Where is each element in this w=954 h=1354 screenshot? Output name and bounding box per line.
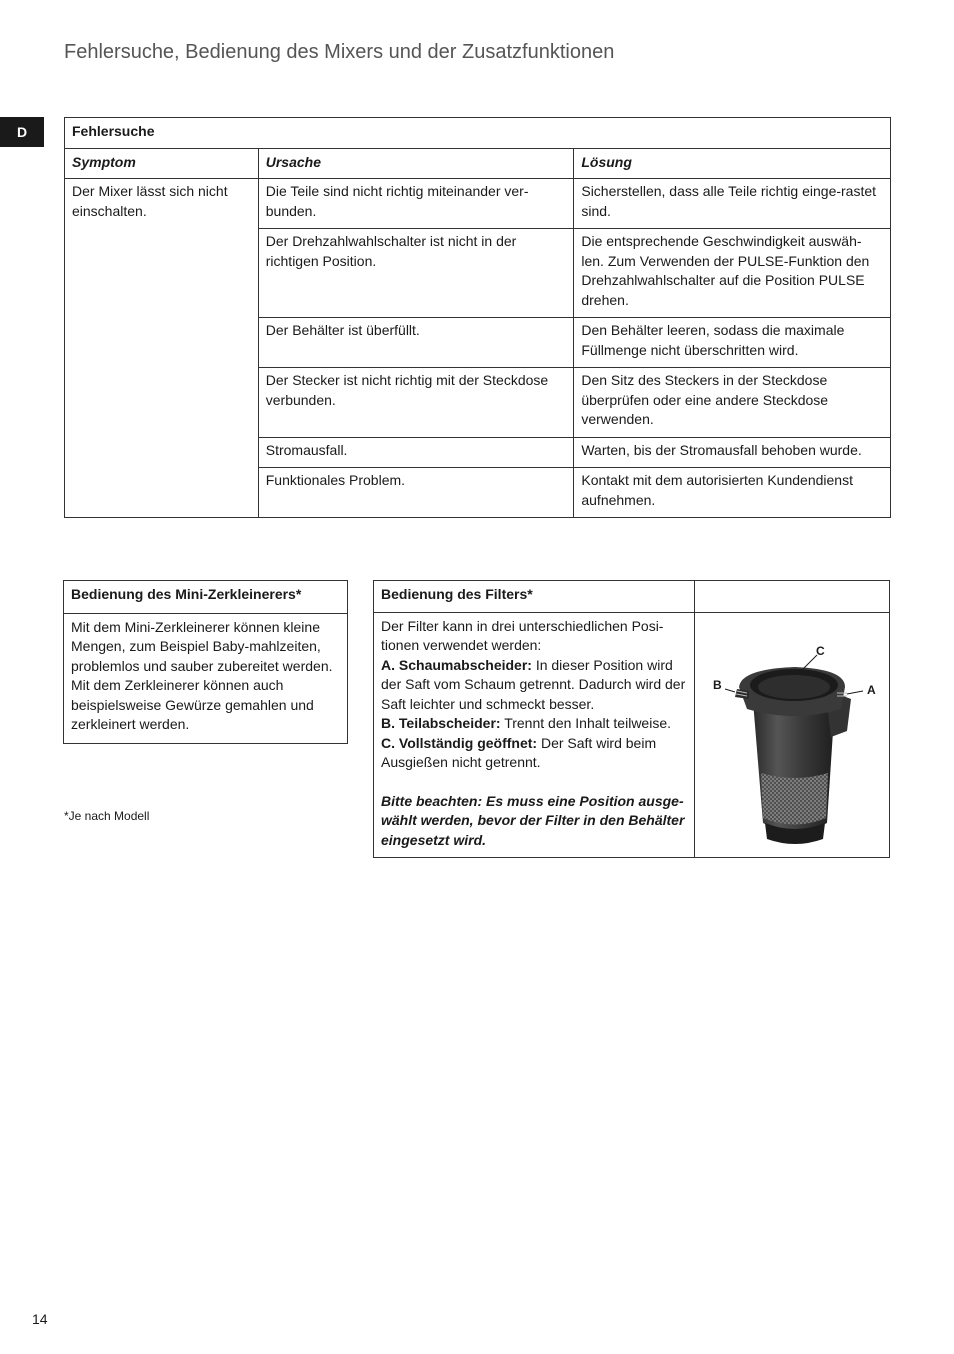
filter-note: Bitte beachten: Es muss eine Position ausge-wählt werden, bevor der Filter in den Behälter eingesetzt wird.: [381, 792, 685, 848]
filter-intro: Der Filter kann in drei unterschiedlichen Posi-tionen verwendet werden:: [381, 617, 664, 653]
solution-cell: Den Behälter leeren, sodass die maximale Füllmenge nicht überschritten wird.: [574, 318, 891, 368]
solution-cell: Warten, bis der Stromausfall behoben wurde.: [574, 437, 891, 468]
cause-cell: Der Stecker ist nicht richtig mit der Steckdose verbunden.: [258, 368, 574, 438]
label-b-leader: [725, 689, 735, 692]
filter-basket-icon: [735, 667, 851, 844]
table-row: [65, 179, 891, 229]
filter-image-cell: [695, 612, 890, 858]
troubleshooting-title: Fehlersuche: [65, 118, 891, 149]
cause-cell: Der Behälter ist überfüllt.: [258, 318, 574, 368]
column-header-solution: Lösung: [574, 148, 891, 179]
troubleshooting-table: [64, 117, 891, 518]
solution-cell: Kontakt mit dem autorisierten Kundendienst aufnehmen.: [574, 468, 891, 518]
filter-title-empty-cell: [695, 581, 890, 613]
page-title: Fehlersuche, Bedienung des Mixers und der Zusatzfunktionen: [64, 41, 615, 63]
cause-cell: Stromausfall.: [258, 437, 574, 468]
solution-cell: Die entsprechende Geschwindigkeit auswäh-len. Zum Verwenden der PULSE-Funktion den Drehzahlwahlschalter auf die Position PULSE drehen.: [574, 229, 891, 318]
filter-option-a: A. Schaumabscheider: In dieser Position wird der Saft vom Schaum getrennt. Dadurch wird der Saft leichter und schmeckt besser.: [381, 656, 686, 712]
filter-title: Bedienung des Filters*: [374, 581, 695, 613]
filter-body: [374, 612, 695, 858]
filter-option-c: C. Vollständig geöffnet: Der Saft wird beim Ausgießen nicht getrennt.: [381, 734, 657, 770]
cause-cell: Die Teile sind nicht richtig miteinander ver-bunden.: [258, 179, 574, 229]
column-header-cause: Ursache: [258, 148, 574, 179]
filter-figure: [695, 613, 888, 857]
language-tab: D: [0, 117, 44, 147]
mini-chopper-body: Mit dem Mini-Zerkleinerer können kleine Mengen, zum Beispiel Baby-mahlzeiten, problemlos und sauber zubereitet werden. Mit dem Zerkleinerer können auch beispielsweise Gewürze gemahlen und zerkleinert werden.: [64, 613, 348, 743]
footnote: *Je nach Modell: [64, 809, 150, 823]
mini-chopper-table: [63, 580, 348, 744]
mini-chopper-title: Bedienung des Mini-Zerkleinerers*: [64, 581, 348, 614]
page-number: 14: [32, 1311, 48, 1327]
filter-option-b: B. Teilabscheider: Trennt den Inhalt teilweise.: [381, 715, 671, 731]
solution-cell: Den Sitz des Steckers in der Steckdose überprüfen oder eine andere Steckdose verwenden.: [574, 368, 891, 438]
solution-cell: Sicherstellen, dass alle Teile richtig einge-rastet sind.: [574, 179, 891, 229]
symptom-cell: Der Mixer lässt sich nicht einschalten.: [65, 179, 259, 518]
column-header-symptom: Symptom: [65, 148, 259, 179]
label-a: A: [867, 682, 876, 697]
label-b: B: [713, 677, 722, 692]
cause-cell: Der Drehzahlwahlschalter ist nicht in der richtigen Position.: [258, 229, 574, 318]
filter-table: [373, 580, 890, 858]
cause-cell: Funktionales Problem.: [258, 468, 574, 518]
label-a-leader: [847, 691, 863, 694]
label-c: C: [816, 643, 825, 658]
